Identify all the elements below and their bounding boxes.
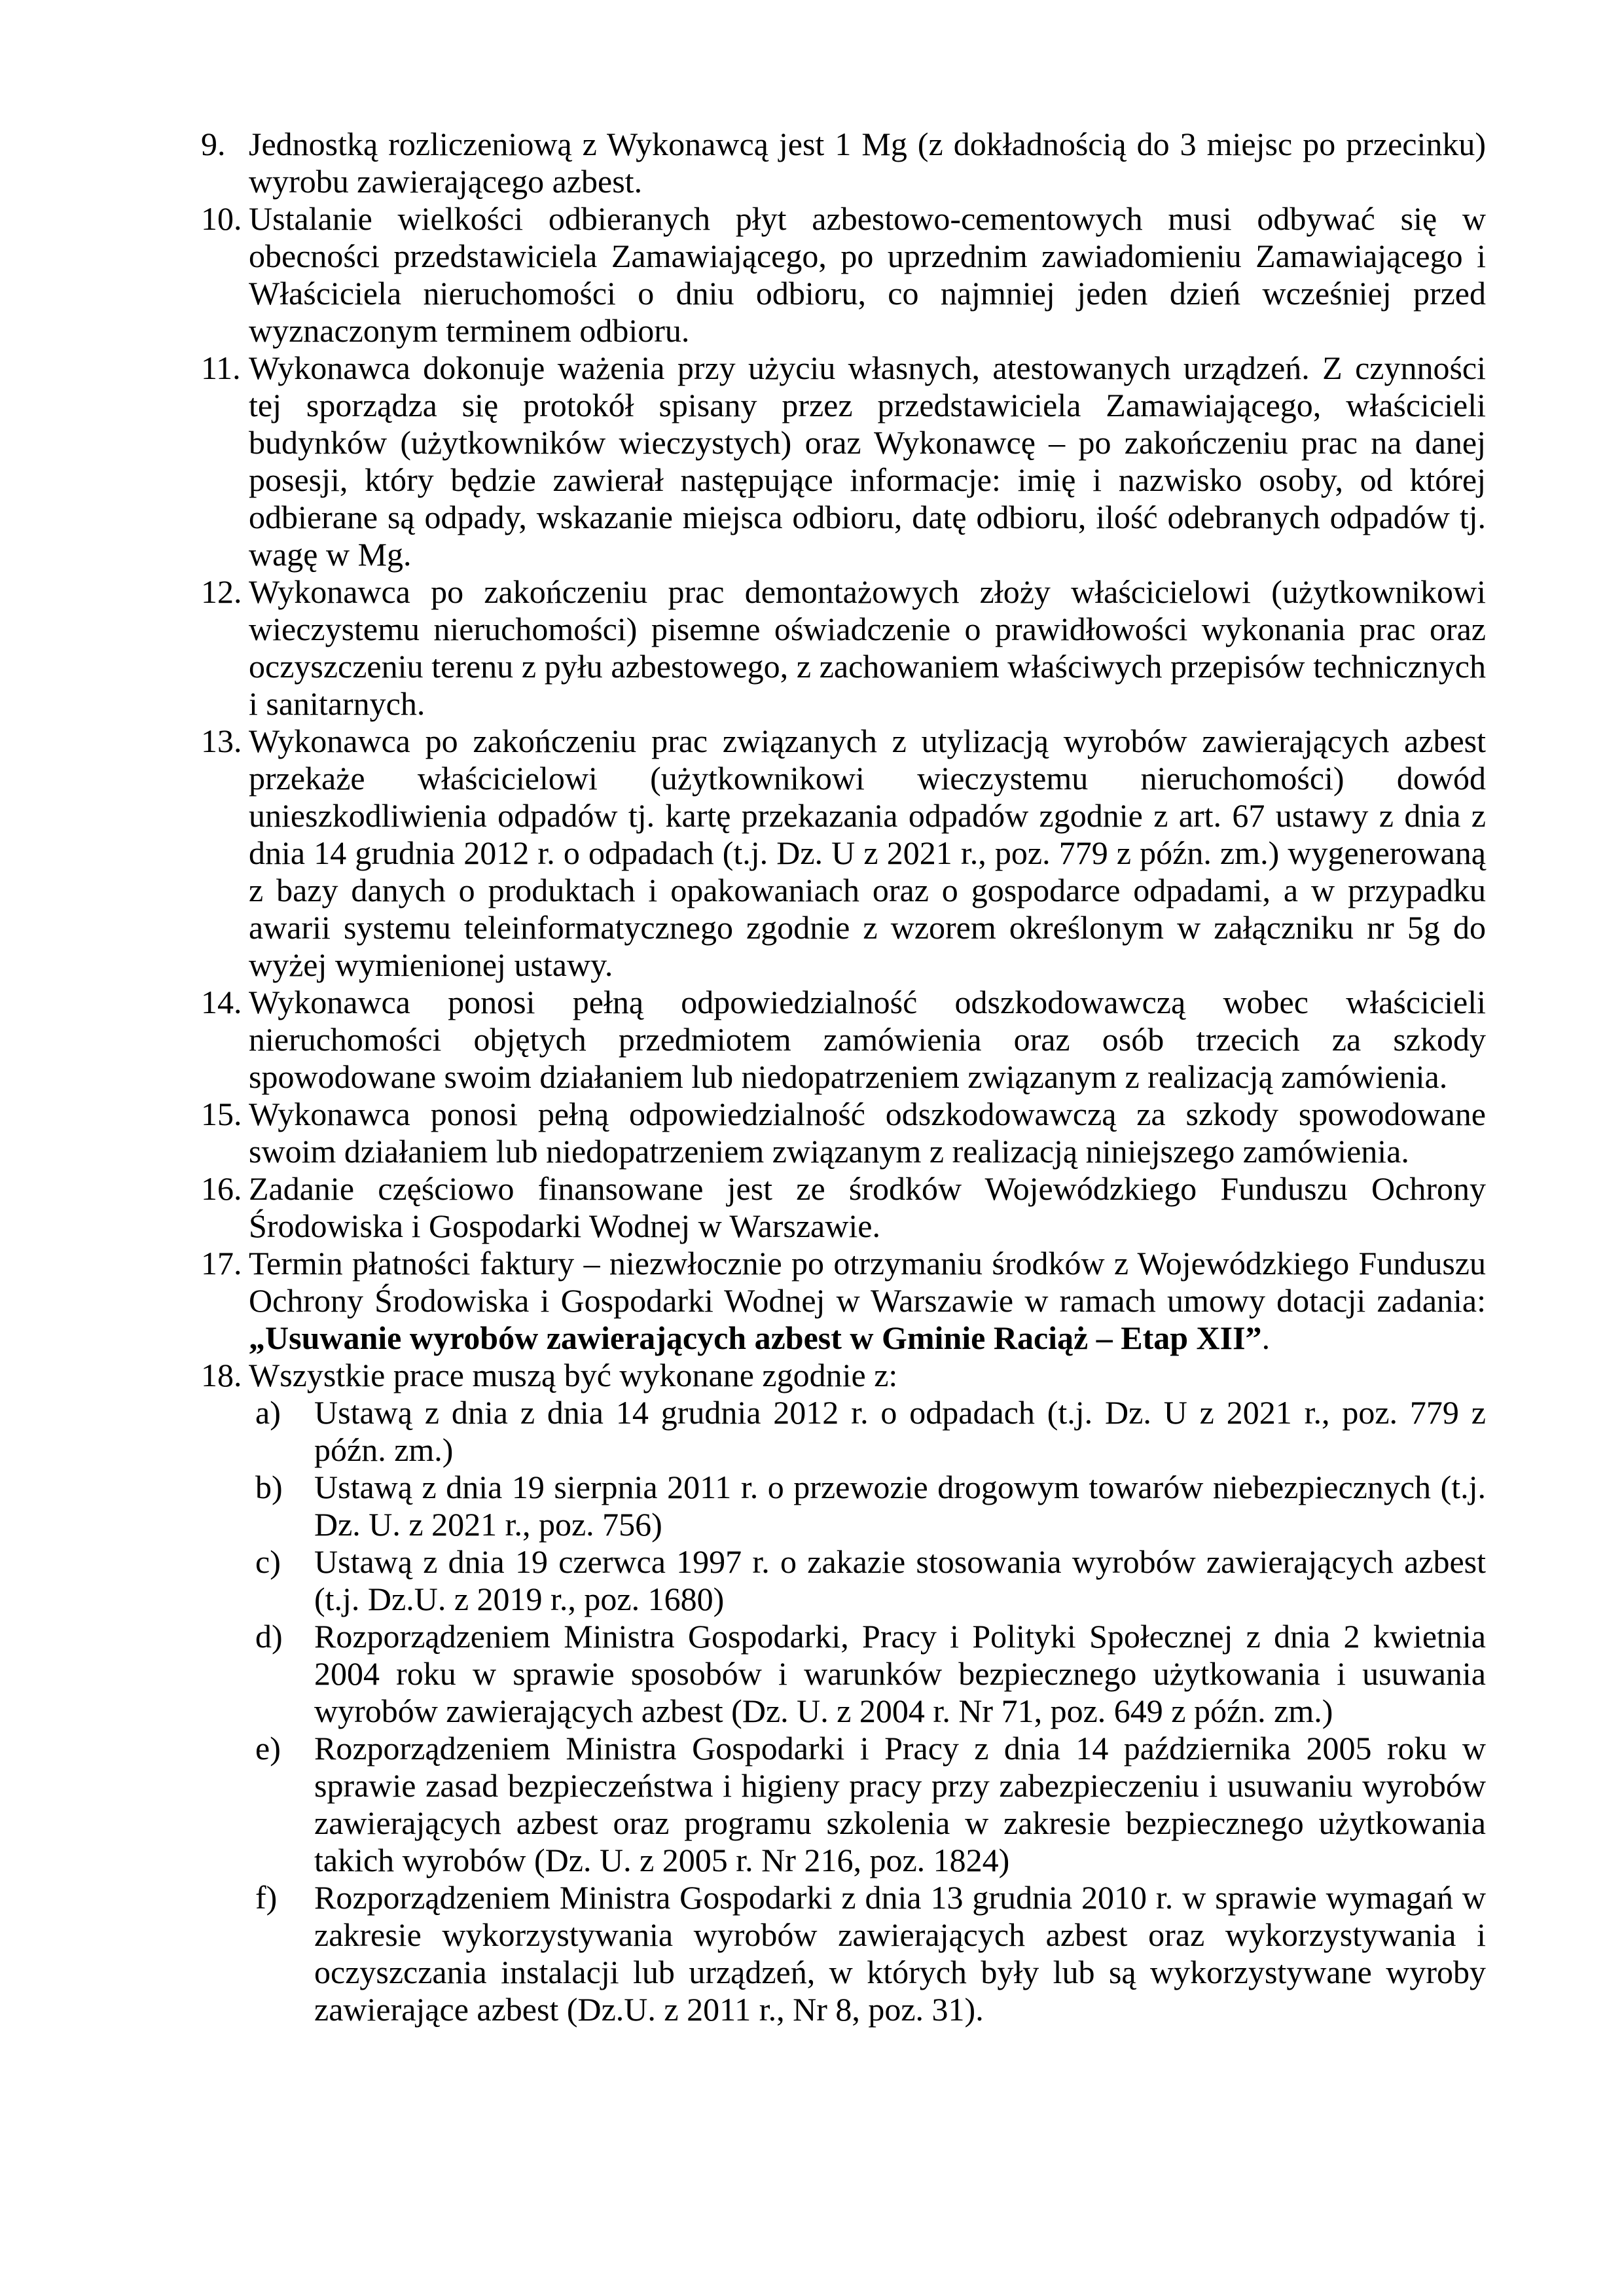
- sub-item-b: [255, 1469, 1486, 1543]
- item-number: 17.: [201, 1245, 242, 1282]
- item-number: 9.: [201, 126, 226, 162]
- item-text: Wykonawca dokonuje ważenia przy użyciu własnych, atestowanych urządzeń. Z czynności tej sporządza się protokół spisany przez przedstawiciela Zamawiającego, właścicieli budynków (użytkowników wieczystych) oraz Wykonawcę – po zakończeniu prac na danej posesji, który będzie zawierał następujące informacje: imię i nazwisko osoby, od której odbierane są odpady, wskazanie miejsca odbioru, datę odbioru, ilość odebranych odpadów tj. wagę w Mg.: [249, 350, 1486, 573]
- item-number: 13.: [201, 723, 242, 759]
- list-item-9: [201, 126, 1486, 200]
- item-text: Wszystkie prace muszą być wykonane zgodnie z:: [249, 1357, 898, 1393]
- list-item-18: [201, 1357, 1486, 1394]
- sub-item-d: [255, 1618, 1486, 1730]
- item-text: [249, 1245, 1486, 1357]
- sub-item-e: [255, 1730, 1486, 1879]
- sub-item-letter: e): [255, 1730, 281, 1767]
- item-text-regular: .: [1261, 1319, 1271, 1356]
- sub-item-text: Ustawą z dnia z dnia 14 grudnia 2012 r. o odpadach (t.j. Dz. U z 2021 r., poz. 779 z późn. zm.): [314, 1394, 1486, 1468]
- item-number: 16.: [201, 1170, 242, 1207]
- sub-item-text: Ustawą z dnia 19 czerwca 1997 r. o zakazie stosowania wyrobów zawierających azbest (t.j. Dz.U. z 2019 r., poz. 1680): [314, 1543, 1486, 1617]
- item-text-bold-title: „Usuwanie wyrobów zawierających azbest w Gminie Raciąż – Etap XII”: [249, 1319, 1262, 1356]
- sub-item-letter: d): [255, 1618, 283, 1655]
- list-item-14: [201, 984, 1486, 1096]
- sub-item-text: Rozporządzeniem Ministra Gospodarki z dnia 13 grudnia 2010 r. w sprawie wymagań w zakresie wykorzystywania wyrobów zawierających azbest oraz wykorzystywania i oczyszczania instalacji lub urządzeń, w których były lub są wykorzystywane wyroby zawierające azbest (Dz.U. z 2011 r., Nr 8, poz. 31).: [314, 1879, 1486, 2028]
- list-item-10: [201, 200, 1486, 350]
- item-text-regular: Termin płatności faktury – niezwłocznie po otrzymaniu środków z Wojewódzkiego Funduszu Ochrony Środowiska i Gospodarki Wodnej w Warszawie w ramach umowy dotacji zadania:: [249, 1245, 1486, 1319]
- sub-item-letter: f): [255, 1879, 278, 1916]
- item-number: 11.: [201, 350, 241, 386]
- item-text: Wykonawca po zakończeniu prac związanych z utylizacją wyrobów zawierających azbest przekaże właścicielowi (użytkownikowi wieczystemu nieruchomości) dowód unieszkodliwienia odpadów tj. kartę przekazania odpadów zgodnie z art. 67 ustawy z dnia z dnia 14 grudnia 2012 r. o odpadach (t.j. Dz. U z 2021 r., poz. 779 z późn. zm.) wygenerowaną z bazy danych o produktach i opakowaniach oraz o gospodarce odpadami, a w przypadku awarii systemu teleinformatycznego zgodnie z wzorem określonym w załączniku nr 5g do wyżej wymienionej ustawy.: [249, 723, 1486, 983]
- item-text: Wykonawca ponosi pełną odpowiedzialność odszkodowawczą wobec właścicieli nieruchomości objętych przedmiotem zamówienia oraz osób trzecich za szkody spowodowane swoim działaniem lub niedopatrzeniem związanym z realizacją zamówienia.: [249, 984, 1486, 1095]
- sub-item-a: [255, 1394, 1486, 1469]
- sub-item-letter: c): [255, 1543, 281, 1580]
- list-item-16: [201, 1170, 1486, 1245]
- item-number: 10.: [201, 200, 242, 237]
- item-text: Zadanie częściowo finansowane jest ze środków Wojewódzkiego Funduszu Ochrony Środowiska i Gospodarki Wodnej w Warszawie.: [249, 1170, 1486, 1244]
- list-item-15: [201, 1096, 1486, 1170]
- list-item-12: [201, 573, 1486, 723]
- list-item-11: [201, 350, 1486, 573]
- sub-item-letter: b): [255, 1469, 283, 1505]
- sub-item-c: [255, 1543, 1486, 1618]
- item-number: 15.: [201, 1096, 242, 1132]
- sub-item-text: Ustawą z dnia 19 sierpnia 2011 r. o przewozie drogowym towarów niebezpiecznych (t.j. Dz. U. z 2021 r., poz. 756): [314, 1469, 1486, 1543]
- list-item-17: [201, 1245, 1486, 1357]
- sub-item-text: Rozporządzeniem Ministra Gospodarki, Pracy i Polityki Społecznej z dnia 2 kwietnia 2004 roku w sprawie sposobów i warunków bezpiecznego użytkowania i usuwania wyrobów zawierających azbest (Dz. U. z 2004 r. Nr 71, poz. 649 z późn. zm.): [314, 1618, 1486, 1729]
- item-text: Wykonawca ponosi pełną odpowiedzialność odszkodowawczą za szkody spowodowane swoim działaniem lub niedopatrzeniem związanym z realizacją niniejszego zamówienia.: [249, 1096, 1486, 1170]
- list-item-13: [201, 723, 1486, 984]
- sublist-18: [255, 1394, 1486, 2028]
- sub-item-letter: a): [255, 1394, 281, 1431]
- item-number: 12.: [201, 573, 242, 610]
- sub-item-text: Rozporządzeniem Ministra Gospodarki i Pracy z dnia 14 października 2005 roku w sprawie zasad bezpieczeństwa i higieny pracy przy zabezpieczeniu i usuwaniu wyrobów zawierających azbest oraz programu szkolenia w zakresie bezpiecznego użytkowania takich wyrobów (Dz. U. z 2005 r. Nr 216, poz. 1824): [314, 1730, 1486, 1878]
- item-text: Wykonawca po zakończeniu prac demontażowych złoży właścicielowi (użytkownikowi wieczystemu nieruchomości) pisemne oświadczenie o prawidłowości wykonania prac oraz oczyszczeniu terenu z pyłu azbestowego, z zachowaniem właściwych przepisów technicznych i sanitarnych.: [249, 573, 1486, 722]
- item-text: Ustalanie wielkości odbieranych płyt azbestowo-cementowych musi odbywać się w obecności przedstawiciela Zamawiającego, po uprzednim zawiadomieniu Zamawiającego i Właściciela nieruchomości o dniu odbioru, co najmniej jeden dzień wcześniej przed wyznaczonym terminem odbioru.: [249, 200, 1486, 349]
- item-number: 18.: [201, 1357, 242, 1393]
- sub-item-f: [255, 1879, 1486, 2028]
- item-number: 14.: [201, 984, 242, 1020]
- item-text: Jednostką rozliczeniową z Wykonawcą jest 1 Mg (z dokładnością do 3 miejsc po przecinku) wyrobu zawierającego azbest.: [249, 126, 1486, 200]
